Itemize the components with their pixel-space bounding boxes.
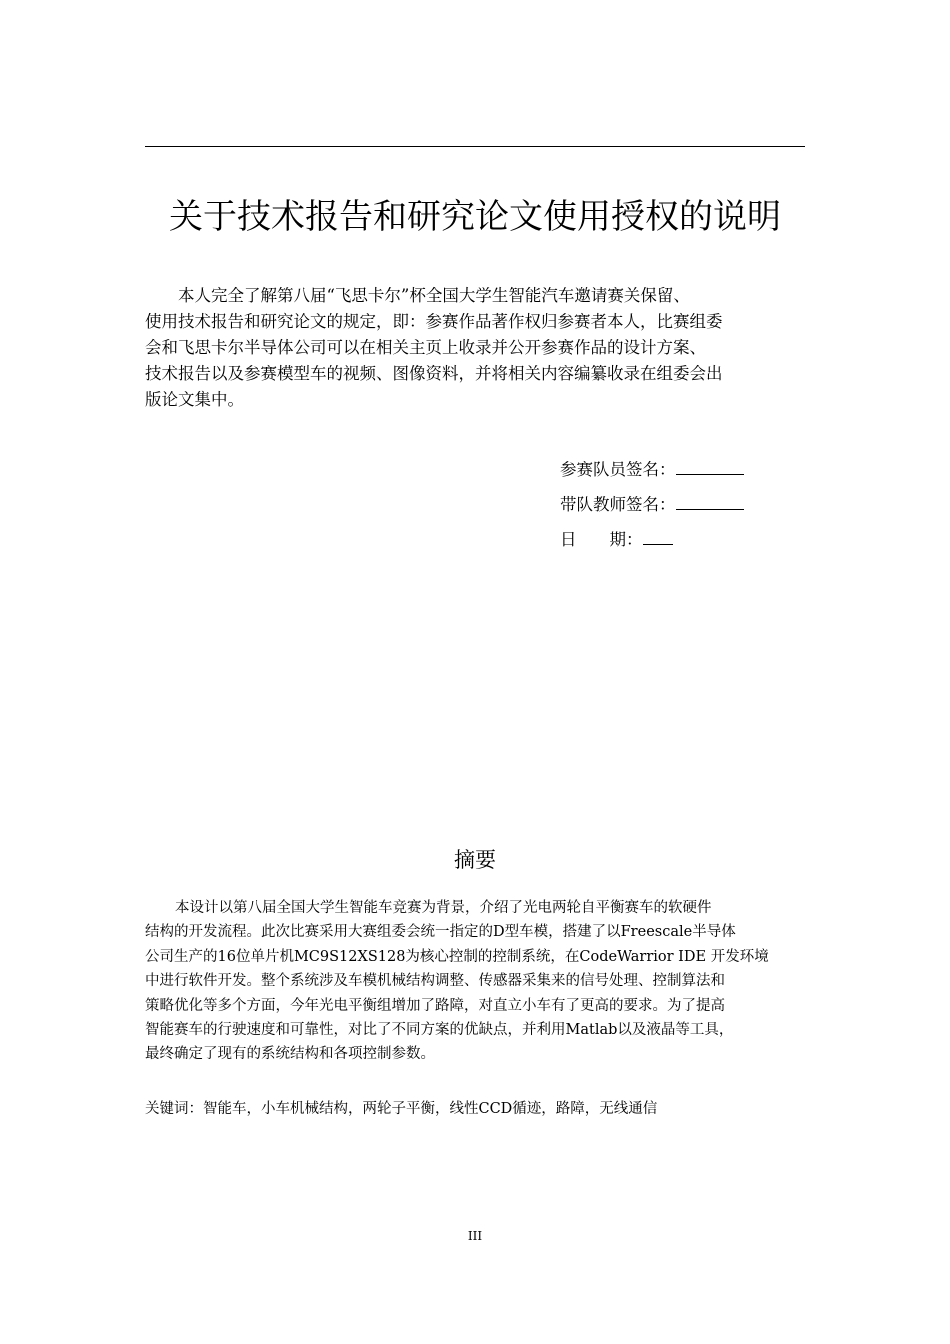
date-label: 日 期： xyxy=(560,530,643,549)
signature-block xyxy=(560,452,744,557)
teacher-signature-line xyxy=(560,487,744,522)
member-signature-label: 参赛队员签名： xyxy=(560,460,676,479)
authorization-title: 关于技术报告和研究论文使用授权的说明 xyxy=(169,197,781,237)
abstract-body: 本设计以第八届全国大学生智能车竞赛为背景，介绍了光电两轮自平衡赛车的软硬件 结构的开发流程。此次比赛采用大赛组委会统一指定的D型车模，搭建了以Freescale半导体 公司生产的16位单片机MC9S12XS128为核心控制的控制系统，在CodeWarrior IDE 开发环境 中进行软件开发。整个系统涉及车模机械结构调整、传感器采集来的信号处理、控制算法和 策略优化等多个方面，今年光电平衡组增加了路障，对直立小车有了更高的要求。为了提高 智能赛车的行驶速度和可靠性，对比了不同方案的优缺点，并利用Matlab以及液晶等工具， 最终确定了现有的系统结构和各项控制参数。 xyxy=(145,900,769,1063)
date-line xyxy=(560,522,744,557)
member-signature-line xyxy=(560,452,744,487)
abstract-keywords: 关键词：智能车，小车机械结构，两轮子平衡，线性CCD循迹，路障，无线通信 xyxy=(145,1101,658,1117)
authorization-body: 本人完全了解第八届“飞思卡尔”杯全国大学生智能汽车邀请赛关保留、 使用技术报告和研究论文的规定，即：参赛作品著作权归参赛者本人，比赛组委 会和飞思卡尔半导体公司可以在相关主页上收录并公开参赛作品的设计方案、 技术报告以及参赛模型车的视频、图像资料，并将相关内容编纂收录在组委会出 版论文集中。 xyxy=(145,286,723,409)
header-rule xyxy=(145,146,805,147)
member-signature-blank xyxy=(676,456,744,475)
abstract-heading: 摘要 xyxy=(454,848,496,872)
page-number: III xyxy=(467,1229,483,1243)
teacher-signature-label: 带队教师签名： xyxy=(560,495,676,514)
date-blank xyxy=(643,526,673,545)
teacher-signature-blank xyxy=(676,491,744,510)
